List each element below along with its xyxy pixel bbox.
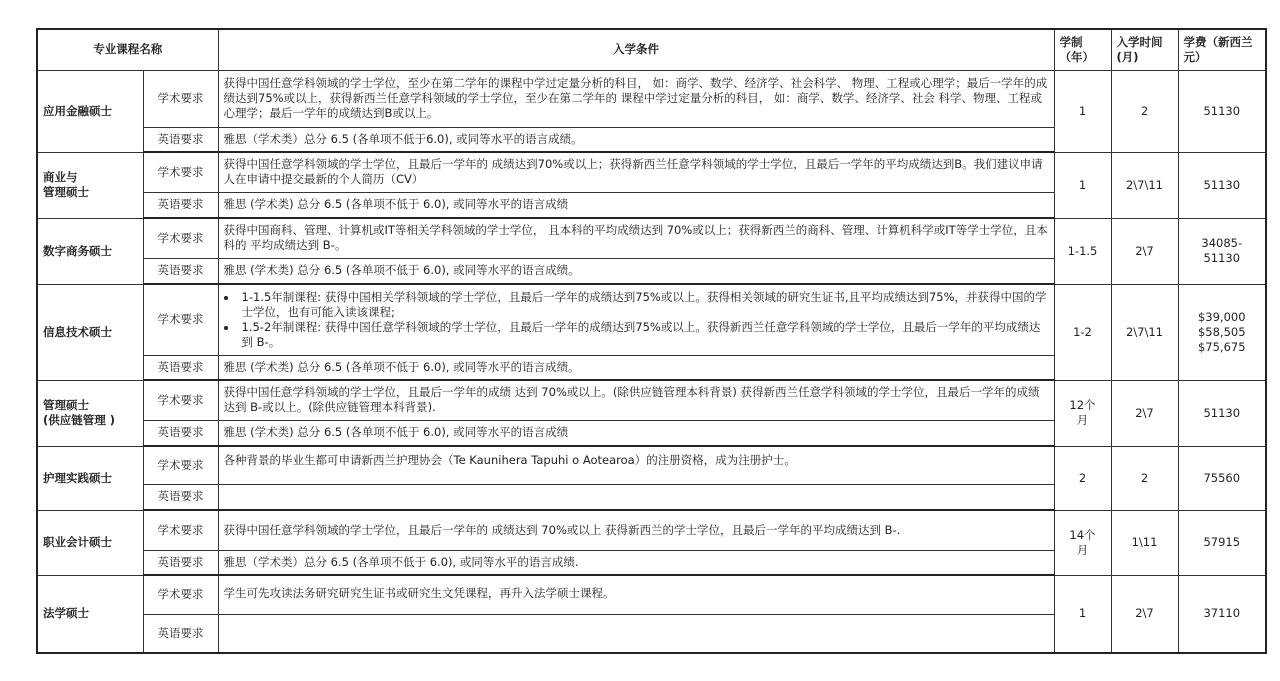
english-label: 英语要求	[143, 127, 218, 152]
list-item: • 1-1.5年制课程: 获得中国相关学科领域的学士学位，且最后一学年的成绩达到75%或以上。获得相关领域的研究生证书,且平均成绩达到75%，并获得中国的学士学位，也有可能入读该课程;	[238, 290, 1049, 320]
academic-label: 学术要求	[143, 70, 218, 127]
english-requirement: 雅思 (学术类) 总分 6.5 (各单项不低于 6.0), 或同等水平的语言成绩	[218, 420, 1054, 446]
duration-cell: 1	[1054, 70, 1111, 152]
english-requirement: 雅思 (学术类) 总分 6.5 (各单项不低于 6.0), 或同等水平的语言成绩。	[218, 355, 1054, 380]
tuition-cell: 57915	[1178, 510, 1266, 575]
intake-cell: 2	[1111, 446, 1178, 510]
table-row	[37, 70, 1266, 127]
tuition-cell: 51130	[1178, 152, 1266, 218]
course-name: 数字商务硕士	[37, 218, 143, 284]
academic-requirement: 各种背景的毕业生都可申请新西兰护理协会（Te Kaunihera Tapuhi o Aotearoa）的注册资格，成为注册护士。	[218, 446, 1054, 484]
table-row	[37, 510, 1266, 550]
academic-label: 学术要求	[143, 218, 218, 258]
header-tuition: 学费（新西兰元）	[1178, 29, 1266, 70]
duration-cell: 1-1.5	[1054, 218, 1111, 284]
header-entry-requirements: 入学条件	[218, 29, 1054, 70]
english-requirement: 雅思（学术类）总分 6.5 (各单项不低于6.0), 或同等水平的语言成绩。	[218, 127, 1054, 152]
table-row	[37, 380, 1266, 420]
intake-cell: 2	[1111, 70, 1178, 152]
tuition-cell	[1178, 284, 1266, 380]
academic-label: 学术要求	[143, 152, 218, 192]
academic-requirement-list	[224, 290, 1049, 350]
table-row	[37, 446, 1266, 484]
english-label: 英语要求	[143, 420, 218, 446]
list-item: • 1.5-2年制课程: 获得中国任意学科领域的学士学位，且最后一学年的成绩达到75%或以上。获得新西兰任意学科领域的学士学位，且最后一学年的平均成绩达到 B-。	[238, 320, 1049, 350]
course-name: 应用金融硕士	[37, 70, 143, 152]
course-name: 管理硕士 (供应链管理 )	[37, 380, 143, 446]
duration-cell: 1	[1054, 152, 1111, 218]
tuition-cell: 37110	[1178, 575, 1266, 653]
course-name: 信息技术硕士	[37, 284, 143, 380]
academic-label: 学术要求	[143, 380, 218, 420]
english-requirement	[218, 614, 1054, 653]
table-row	[37, 152, 1266, 192]
english-label: 英语要求	[143, 192, 218, 218]
course-name: 护理实践硕士	[37, 446, 143, 510]
course-name: 商业与 管理硕士	[37, 152, 143, 218]
table-row	[37, 575, 1266, 614]
english-requirement: 雅思 (学术类) 总分 6.5 (各单项不低于 6.0), 或同等水平的语言成绩	[218, 192, 1054, 218]
table-row	[37, 284, 1266, 355]
academic-requirement: 获得中国任意学科领域的学士学位，至少在第二学年的课程中学过定量分析的科目， 如：商学、数学、经济学、社会科学、 物理、工程或心理学；最后一学年的成绩达到75%或以上，获得新西兰任意学科领域的学士学位，至少在第二学年的 课程中学过定量分析的科目， 如：商学、数学、经济学、社会 科学、物理、工程或心理学；最后一学年的成绩达到B或以上。	[218, 70, 1054, 127]
header-intake: 入学时间(月)	[1111, 29, 1178, 70]
tuition-line: $75,675	[1197, 339, 1246, 354]
header-duration: 学制（年）	[1054, 29, 1111, 70]
academic-label: 学术要求	[143, 446, 218, 484]
academic-requirement: 获得中国商科、管理、计算机或IT等相关学科领域的学士学位， 且本科的平均成绩达到 70%或以上；获得新西兰的商科、管理、计算机科学或IT等学士学位，且本科的 平均成绩达到 B-。	[218, 218, 1054, 258]
duration-cell: 1	[1054, 575, 1111, 653]
english-requirement: 雅思 (学术类) 总分 6.5 (各单项不低于 6.0), 或同等水平的语言成绩。	[218, 258, 1054, 284]
intake-cell: 2\7\11	[1111, 284, 1178, 380]
intake-cell: 2\7\11	[1111, 152, 1178, 218]
intake-cell: 2\7	[1111, 218, 1178, 284]
english-label: 英语要求	[143, 355, 218, 380]
duration-cell: 12个 月	[1054, 380, 1111, 446]
intake-cell: 2\7	[1111, 575, 1178, 653]
course-requirements-table	[36, 28, 1267, 654]
tuition-cell: 51130	[1178, 70, 1266, 152]
intake-cell: 2\7	[1111, 380, 1178, 446]
academic-requirement: 获得中国任意学科领域的学士学位，且最后一学年的 成绩达到 70%或以上 获得新西兰的学士学位，且最后一学年的平均成绩达到 B-.	[218, 510, 1054, 550]
academic-requirement	[218, 284, 1054, 355]
duration-cell: 14个 月	[1054, 510, 1111, 575]
academic-label: 学术要求	[143, 575, 218, 614]
english-label: 英语要求	[143, 614, 218, 653]
academic-requirement: 获得中国任意学科领域的学士学位，且最后一学年的成绩 达到 70%或以上。(除供应链管理本科背景) 获得新西兰任意学科领域的学士学位，且最后一学年的成绩 达到 B-或以上。(除供应链管理本科背景).	[218, 380, 1054, 420]
course-name: 职业会计硕士	[37, 510, 143, 575]
academic-requirement: 获得中国任意学科领域的学士学位，且最后一学年的 成绩达到70%或以上；获得新西兰任意学科领域的学士学位，且最后一学年的平均成绩达到B。我们建议申请人在申请中提交最新的个人简历（CV）	[218, 152, 1054, 192]
english-label: 英语要求	[143, 484, 218, 510]
academic-label: 学术要求	[143, 284, 218, 355]
duration-cell: 2	[1054, 446, 1111, 510]
table-header-row	[37, 29, 1266, 70]
duration-cell: 1-2	[1054, 284, 1111, 380]
academic-requirement: 学生可先攻读法务研究研究生证书或研究生文凭课程，再升入法学硕士课程。	[218, 575, 1054, 614]
header-course-name: 专业课程名称	[37, 29, 218, 70]
tuition-line: $58,505	[1197, 324, 1246, 339]
intake-cell: 1\11	[1111, 510, 1178, 575]
english-requirement	[218, 484, 1054, 510]
tuition-cell: 34085- 51130	[1178, 218, 1266, 284]
english-label: 英语要求	[143, 258, 218, 284]
course-name: 法学硕士	[37, 575, 143, 653]
tuition-cell: 51130	[1178, 380, 1266, 446]
academic-label: 学术要求	[143, 510, 218, 550]
english-label: 英语要求	[143, 550, 218, 575]
tuition-line: $39,000	[1197, 309, 1246, 324]
english-requirement: 雅思（学术类）总分 6.5 (各单项不低于 6.0), 或同等水平的语言成绩.	[218, 550, 1054, 575]
table-row	[37, 218, 1266, 258]
tuition-cell: 75560	[1178, 446, 1266, 510]
